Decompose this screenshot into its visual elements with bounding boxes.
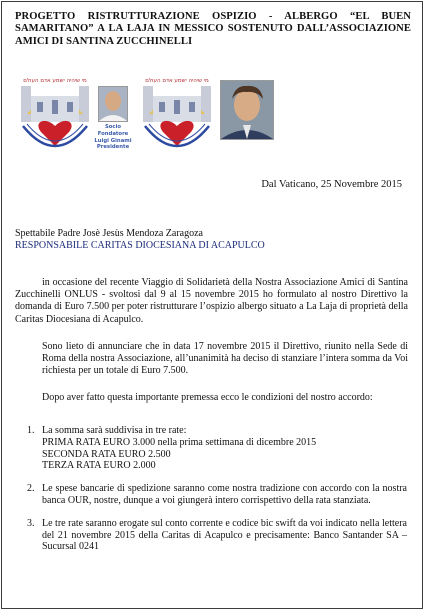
caption-line-title: Presidente [96, 144, 130, 151]
rate-line-2: SECONDA RATA EURO 2.500 [42, 448, 171, 460]
page-title: PROGETTO RISTRUTTURAZIONE OSPIZIO - ALBERGO “EL BUEN SAMARITANO” A LA LAJA IN MESSICO SOSTENUTO DALL’ASSOCIAZIONE AMICI DI SANTINA ZUCCHINELLI [15, 11, 411, 47]
founder-caption [89, 124, 137, 151]
caption-line-name: Luigi Ginami [94, 137, 132, 144]
condition-text: Le spese bancarie di spedizione saranno come nostra tradizione con accordo con la nostra banca OUR, nostre, dunque a voi giungerà intero corrispettivo della rata stanziata. [42, 483, 407, 506]
recipient-name: Spettabile Padre Josè Jesùs Mendoza Zaragoza [15, 228, 203, 239]
association-logo-2-graphic [137, 74, 217, 156]
recipient-role: RESPONSABILE CARITAS DIOCESIANA DI ACAPULCO [15, 240, 265, 251]
condition-text: La somma sarà suddivisa in tre rate: [42, 425, 187, 436]
paragraph-2: Sono lieto di annunciare che in data 17 novembre 2015 il Direttivo, riunito nella Sede di Roma della nostra Associazione, all’unanimità ha deciso di stanziare l’intera somma da Voi richiesta per un totale di Euro 7.500. [42, 341, 408, 377]
letter-date: Dal Vaticano, 25 Novembre 2015 [261, 179, 402, 190]
condition-item-1 [15, 425, 407, 472]
letter-page [1, 1, 423, 609]
paragraph-1: in occasione del recente Viaggio di Solidarietà della Nostra Associazione Amici di Santina Zucchinelli ONLUS - svoltosi dal 9 al 15 novembre 2015 ho formulato al nostro Direttivo la domanda di Euro 7.500 per poter ristrutturare l’ospizio albergo situato a La Laja di proprietà della Caritas Diocesiana di Acapulco. [15, 277, 408, 325]
condition-number: 1. [27, 425, 35, 436]
condition-text: Le tre rate saranno erogate sul conto corrente e codice bic swift da voi indicato nella lettera del 21 novembre 2015 della Caritas di Acapulco e precisamente: Banco Santander SA – Sucursal 0241 [42, 517, 407, 553]
association-logo-2 [137, 74, 217, 156]
condition-item-3 [15, 518, 407, 553]
condition-number: 3. [27, 517, 35, 529]
logo-2-hebrew-text: מי שיהיה ישמע אדם העולם [145, 78, 209, 84]
paragraph-3: Dopo aver fatto questa importante premessa ecco le condizioni del nostro accordo: [42, 392, 373, 403]
condition-number: 2. [27, 483, 35, 495]
logo-hebrew-text: מי שיהיה ישמע אדם העולם [23, 78, 87, 84]
rate-line-3: TERZA RATA EURO 2.000 [42, 460, 156, 472]
rate-line-1: PRIMA RATA EURO 3.000 nella prima settimana di dicembre 2015 [42, 436, 317, 448]
association-logo-graphic [15, 74, 95, 156]
founder-photo [98, 86, 128, 122]
recipient-block [15, 228, 265, 252]
association-logo [15, 74, 95, 156]
condition-item-2 [15, 483, 407, 507]
logo-row [15, 74, 325, 162]
conditions-list [15, 425, 407, 564]
caption-line-role: Socio Fondatore [97, 124, 129, 137]
portrait-photo [220, 80, 274, 140]
